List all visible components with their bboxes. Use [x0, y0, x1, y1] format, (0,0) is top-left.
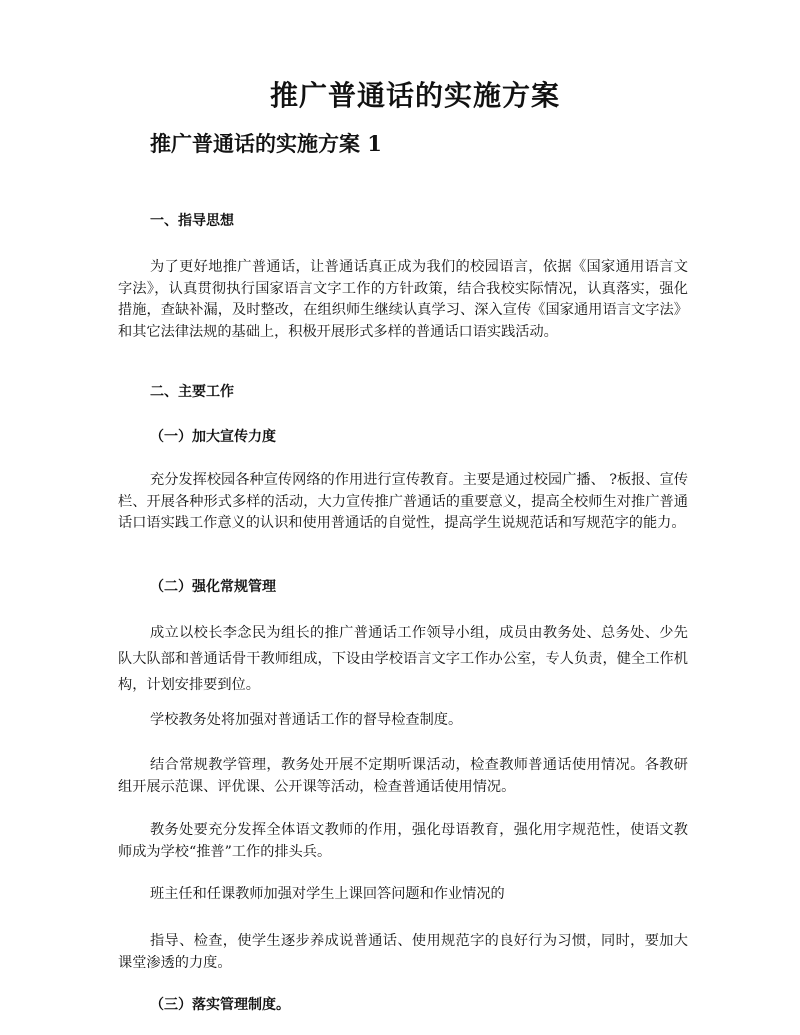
- subsection-heading-management-system: （三）落实管理制度。: [150, 997, 290, 1013]
- paragraph-class-teachers: 班主任和任课教师加强对学生上课回答问题和作业情况的: [150, 886, 505, 902]
- paragraph-leadership-group: 成立以校长李念民为组长的推广普通话工作领导小组，成员由教务处、总务处、少先队大队部和普通话骨干教师组成，下设由学校语言文字工作办公室，专人负责，健全工作机构，计划安排要到位。: [118, 625, 688, 693]
- paragraph-supervision: 学校教务处将加强对普通话工作的督导检查制度。: [150, 712, 463, 728]
- section-heading-guiding-thought: 一、指导思想: [150, 213, 234, 229]
- paragraph-lesson-checks: 结合常规教学管理，教务处开展不定期听课活动，检查教师普通话使用情况。各教研组开展示范课、评优课、公开课等活动，检查普通话使用情况。: [118, 757, 688, 795]
- section-heading-main-work: 二、主要工作: [150, 384, 234, 400]
- paragraph-publicity: 充分发挥校园各种宣传网络的作用进行宣传教育。主要是通过校园广播、 ?板报、宣传栏、开展各种形式多样的活动，大力宣传推广普通话的重要意义，提高全校师生对推广普通话口语实践工作意义的认识和使用普通话的自觉性，提高学生说规范话和写规范字的能力。: [118, 472, 688, 531]
- paragraph-chinese-teachers: 教务处要充分发挥全体语文教师的作用，强化母语教育，强化用字规范性，使语文教师成为学校“推普”工作的排头兵。: [118, 822, 688, 860]
- document-title: 推广普通话的实施方案: [269, 79, 560, 112]
- paragraph-guiding-thought: 为了更好地推广普通话，让普通话真正成为我们的校园语言，依据《国家通用语言文字法》，认真贯彻执行国家语言文字工作的方针政策，结合我校实际情况，认真落实，强化措施，查缺补漏，及时整改，在组织师生继续认真学习、深入宣传《国家通用语言文字法》和其它法律法规的基础上，积极开展形式多样的普通话口语实践活动。: [118, 259, 688, 340]
- document-subtitle: 推广普通话的实施方案 1: [150, 131, 382, 156]
- paragraph-guidance: 指导、检查，使学生逐步养成说普通话、使用规范字的良好行为习惯，同时，要加大课堂渗透的力度。: [118, 933, 688, 971]
- subsection-heading-publicity: （一）加大宣传力度: [150, 429, 276, 445]
- subsection-heading-routine-management: （二）强化常规管理: [150, 579, 276, 595]
